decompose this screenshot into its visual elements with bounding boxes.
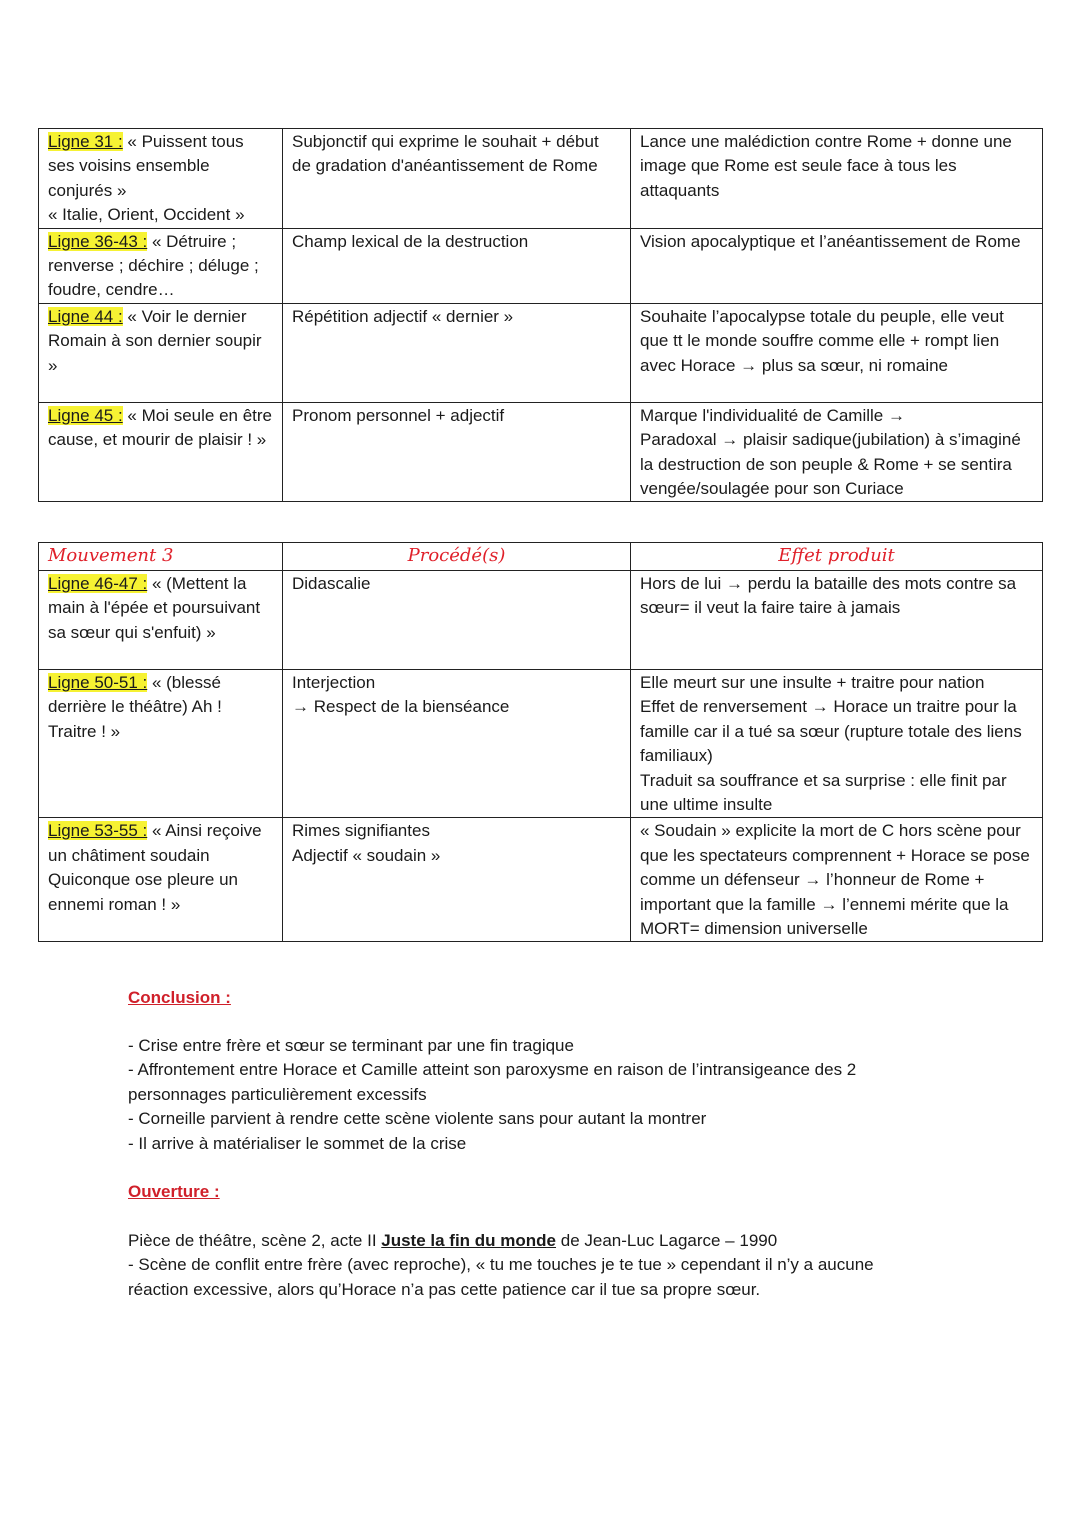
conclusion-line: - Crise entre frère et sœur se terminant par une fin tragique [128,1036,574,1055]
procede-cell: Répétition adjectif « dernier » [283,303,631,402]
line-reference: Ligne 36-43 : [48,231,148,251]
line-reference: Ligne 46-47 : [48,574,148,593]
procede-cell: Rimes signifiantes Adjectif « soudain » [283,818,631,942]
ouverture-body [128,1229,938,1302]
table-row [39,228,1043,303]
citation-cell [39,818,283,942]
effet-cell: Souhaite l’apocalypse totale du peuple, elle veut que tt le monde souffre comme elle + rompt lien avec Horace → plus sa sœur, ni romaine [631,303,1043,402]
table-header-row [39,543,1043,571]
line-reference: Ligne 53-55 : [48,821,148,841]
header-procede: Procédé(s) [283,543,631,571]
procede-cell: Subjonctif qui exprime le souhait + début de gradation d'anéantissement de Rome [283,129,631,229]
ouverture-line: - Scène de conflit entre frère (avec reproche), « tu me touches je te tue » cependant il n’y a aucune réaction excessive, alors qu’Horace n’a pas cette patience car il tue sa propre sœur. [128,1255,874,1299]
ouverture-heading: Ouverture : [128,1182,220,1201]
work-title: Juste la fin du monde [381,1231,557,1250]
citation-cell [39,303,283,402]
citation-text: « Détruire ; renverse ; déchire ; déluge ; foudre, cendre… [48,231,259,300]
line-reference: Ligne 45 : [48,405,123,425]
procede-cell: Interjection → Respect de la bienséance [283,670,631,818]
ouverture-intro-after: de Jean-Luc Lagarce – 1990 [556,1231,778,1250]
table-row [39,818,1043,942]
citation-text: « Puissent tous ses voisins ensemble conjurés » « Italie, Orient, Occident » [48,132,245,225]
effet-cell: Elle meurt sur une insulte + traitre pour nation Effet de renversement → Horace un traitre pour la famille car il a tué sa sœur (rupture totale des liens familiaux) Traduit sa souffrance et sa surprise : elle finit par une ultime insulte [631,670,1043,818]
effet-cell: Marque l'individualité de Camille → Paradoxal → plaisir sadique(jubilation) à s’imaginé la destruction de son peuple & Rome + se sentira vengée/soulagée pour son Curiace [631,402,1043,502]
ouverture-intro-before: Pièce de théâtre, scène 2, acte II [128,1231,382,1250]
line-reference: Ligne 31 : [48,132,123,151]
ouverture-intro [128,1229,938,1253]
table-row [39,571,1043,670]
citation-text: « Moi seule en être cause, et mourir de plaisir ! » [48,405,272,450]
effet-cell: Hors de lui → perdu la bataille des mots contre sa sœur= il veut la faire taire à jamais [631,571,1043,670]
effet-cell: Vision apocalyptique et l’anéantissement de Rome [631,228,1043,303]
conclusion-line: - Corneille parvient à rendre cette scène violente sans pour autant la montrer [128,1109,707,1129]
citation-text: « Voir le dernier Romain à son dernier soupir » [48,306,262,375]
procede-cell: Pronom personnel + adjectif [283,402,631,502]
table-row [39,129,1043,229]
procede-cell: Didascalie [283,571,631,670]
citation-cell [39,402,283,502]
citation-cell [39,228,283,303]
table-row [39,670,1043,818]
conclusion-heading: Conclusion : [128,988,231,1007]
analysis-table-mouvement-2 [38,128,1043,502]
conclusion-line: - Il arrive à matérialiser le sommet de la crise [128,1133,467,1153]
citation-text: « (blessé derrière le théâtre) Ah ! Traitre ! » [48,673,222,741]
citation-cell [39,571,283,670]
table-row [39,402,1043,502]
citation-text: « Ainsi reçoive un châtiment soudain Quiconque ose pleure un ennemi roman ! » [48,821,262,914]
citation-text: « (Mettent la main à l'épée et poursuivant sa sœur qui s'enfuit) » [48,574,261,642]
procede-cell: Champ lexical de la destruction [283,228,631,303]
header-effet: Effet produit [631,543,1043,571]
line-reference: Ligne 44 : [48,306,123,326]
conclusion-body [128,1034,988,1156]
citation-cell [39,129,283,229]
effet-cell: Lance une malédiction contre Rome + donne une image que Rome est seule face à tous les attaquants [631,129,1043,229]
table-row [39,303,1043,402]
header-mouvement: Mouvement 3 [39,543,283,571]
effet-cell: « Soudain » explicite la mort de C hors scène pour que les spectateurs comprennent + Horace se pose comme un défenseur → l’honneur de Rome + important que la famille → l’ennemi mérite que la MORT= dimension universelle [631,818,1043,942]
conclusion-line: - Affrontement entre Horace et Camille atteint son paroxysme en raison de l’intransigeance des 2 personnages particulièrement excessifs [128,1060,857,1104]
line-reference: Ligne 50-51 : [48,673,148,692]
citation-cell [39,670,283,818]
analysis-table-mouvement-3 [38,542,1043,942]
